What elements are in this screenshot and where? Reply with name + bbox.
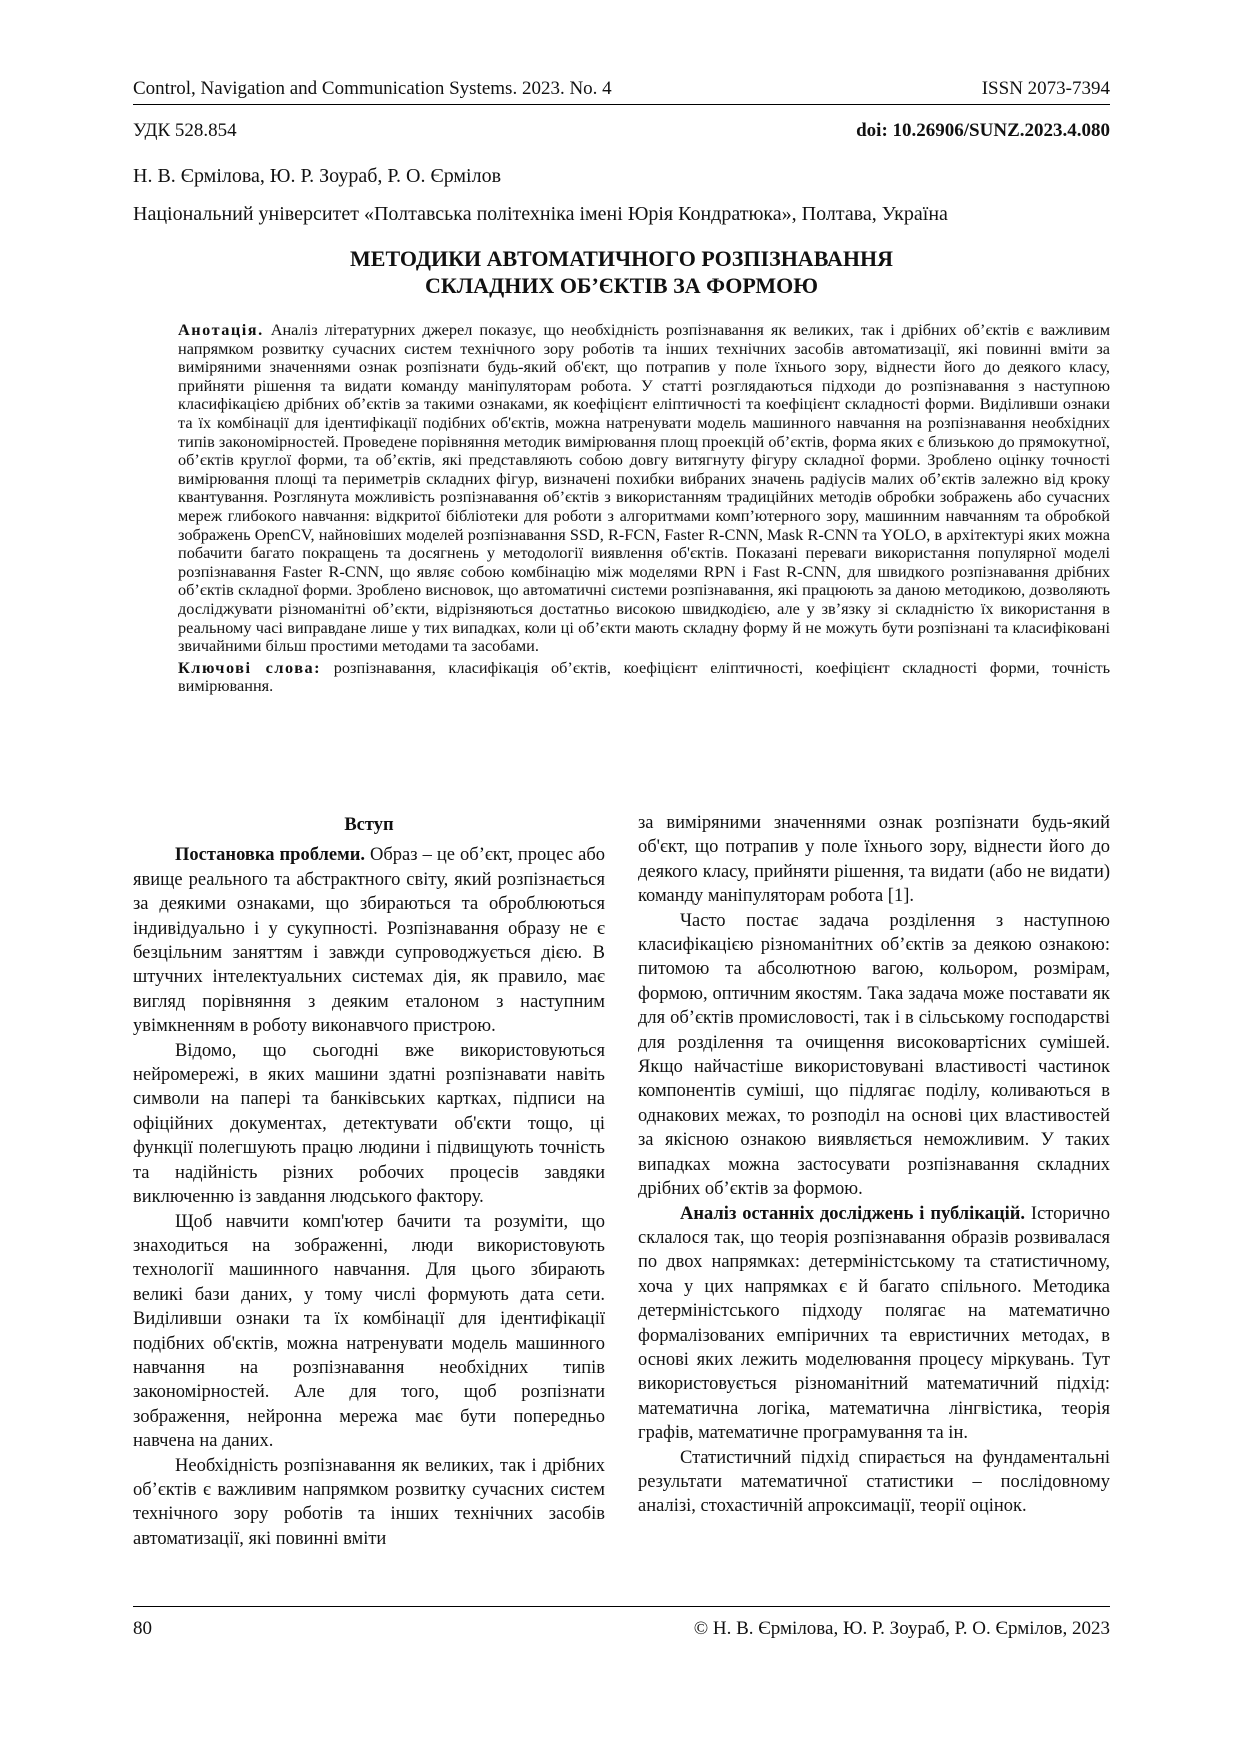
paragraph: Необхідність розпізнавання як великих, так і дрібних об’єктів є важливим напрямком розвитку сучасних систем технічного зору роботів та інших технічних засобів автоматизації, які повинні вміти [133, 1455, 605, 1549]
issn: ISSN 2073-7394 [981, 78, 1110, 99]
left-column [133, 813, 605, 1551]
paragraph [133, 843, 605, 1038]
keywords-label: Ключові слова: [178, 657, 322, 677]
udk-code: УДК 528.854 [133, 120, 237, 141]
paragraph [638, 1202, 1110, 1446]
keywords-text: розпізнавання, класифікація об’єктів, коефіцієнт еліптичності, коефіцієнт складності форми, точність вимірювання. [178, 657, 1110, 696]
paragraph: Щоб навчити комп'ютер бачити та розуміти, що знаходиться на зображенні, люди використовують технології машинного навчання. Для цього збирають великі бази даних, у тому числі формують дата сети. Виділивши ознаки та їх комбінації для ідентифікації подібних об'єктів, можна натренувати модель машинного навчання на розпізнавання необхідних типів закономірностей. Але для того, щоб розпізнати зображення, нейронна мережа має бути попередньо навчена на даних. [133, 1211, 605, 1452]
abstract-label: Анотація. [178, 320, 264, 339]
authors: Н. В. Єрмілова, Ю. Р. Зоураб, Р. О. Єрмілов [133, 165, 502, 187]
paragraph-text: Історично склалося так, що теорія розпізнавання образів розвивалася по двох напрямках: детерміністському та статистичному, хоча у цих напрямках є й багато спільного. Методика детерміністського підходу полягає на математично формалізованих емпіричних та евристичних методах, в основі яких лежить моделювання процесу міркувань. Тут використовується різноманітний математичний підхід: математична логіка, математична лінгвістика, теорія графів, математичне програмування та ін. [638, 1203, 1110, 1444]
footer-rule [133, 1606, 1110, 1607]
keywords [178, 659, 1110, 696]
page-footer [133, 1618, 1110, 1640]
title-line-2: СКЛАДНИХ ОБ’ЄКТІВ ЗА ФОРМОЮ [424, 273, 819, 298]
paragraph: Відомо, що сьогодні вже використовуються нейромережі, в яких машини здатні розпізнавати навіть символи на папері та банківських картках, підписи на офіційних документах, детектувати об'єкти тощо, ці функції полегшують працю людини і підвищують точність та надійність різних робочих процесів завдяки виключенню із завдання людського фактору. [133, 1040, 605, 1208]
abstract [178, 321, 1110, 696]
paragraph: за виміряними значеннями ознак розпізнати будь-який об'єкт, що потрапив у поле їхнього зору, віднести його до деякого класу, прийняти рішення, та видати (або не видати) команду маніпуляторам робота [1]. [638, 813, 1110, 907]
paragraph-text: Образ – це об’єкт, процес або явище реального та абстрактного світу, який розпізнається за деякими ознаками, що збираються та оброблюються індивідуально і у сукупності. Розпізнавання образу не є безцільним заняттям і завжди супроводжується дією. В штучних інтелектуальних системах дія, як правило, має вигляд порівняння з деяким еталоном з наступним увімкненням в роботу виконавчого пристрою. [133, 845, 605, 1037]
title-line-1: МЕТОДИКИ АВТОМАТИЧНОГО РОЗПІЗНАВАННЯ [350, 246, 893, 271]
article-meta [133, 120, 1110, 142]
affiliation: Національний університет «Полтавська політехніка імені Юрія Кондратюка», Полтава, Україна [133, 203, 948, 225]
right-column [638, 811, 1110, 1519]
paragraph: Часто постає задача розділення з наступною класифікацією різноманітних об’єктів за деякою ознакою: питомою та абсолютною вагою, кольором, розмірам, формою, оптичним якостям. Така задача може поставати як для об’єктів промисловості, так і в сільському господарстві для розділення та очищення високовартісних сумішей. Якщо найчастіше використовувані властивості частинок компонентів суміші, що підлягає поділу, коливаються в однакових межах, то розподіл на основі цих властивостей за якісною ознакою виявляється неможливим. У таких випадках можна застосувати розпізнавання складних дрібних об’єктів за формою. [638, 910, 1110, 1200]
article-title [133, 245, 1110, 299]
doi: doi: 10.26906/SUNZ.2023.4.080 [856, 120, 1110, 141]
abstract-text: Аналіз літературних джерел показує, що необхідність розпізнавання як великих, так і дрібних об’єктів є важливим напрямком розвитку сучасних систем технічного зору роботів та інших технічних засобів автоматизації, які повинні вміти за виміряними значеннями ознак розпізнати будь-який об'єкт, що потрапив у поле їхнього зору, віднести його до деякого класу, прийняти рішення та видати команду маніпуляторам робота. У статті розглядаються підходи до розпізнавання з наступною класифікацією дрібних об’єктів за такими ознаками, як коефіцієнт еліптичності та коефіцієнт складності форми. Виділивши ознаки та їх комбінації для ідентифікації подібних об'єктів, можна натренувати модель машинного навчання на розпізнавання необхідних типів закономірностей. Проведене порівняння методик вимірювання площ проекцій об’єктів, форма яких є близькою до прямокутної, об’єктів круглої форми, та об’єктів, які представляють собою довгу витягнуту фігуру складної форми. Зроблено оцінку точності вимірювання площі та периметрів складних фігур, визначені похибки вибраних значень радіусів малих об’єктів залежно від кроку квантування. Розглянута можливість розпізнавання об’єктів з використанням традиційних методів обробки зображень або сучасних мереж глибокого навчання: відкритої бібліотеки для роботи з алгоритмами комп’ютерного зору, машинним навчанням та обробкой зображень OpenCV, найновіших моделей розпізнавання SSD, R-FCN, Faster R-CNN, Mask R-CNN та YOLO, в архітектурі яких можна побачити багато покращень та досягнень у методології виявлення об'єктів. Показані переваги використання популярної моделі розпізнавання Faster R-CNN, що являє собою комбінацію між моделями RPN і Fast R-CNN, для швидкого розпізнавання дрібних об’єктів складної форми. Зроблено висновок, що автоматичні системи розпізнавання, які працюють за даною методикою, дозволяють досліджувати різноманітні об’єкти, відрізняються достатньо високою швидкодією, але у зв’язку зі складністю їх використання в реальному часі виправдане лише у тих випадках, коли ці об’єкти мають складну форму й не можуть бути розпізнані та класифіковані звичайними більш простими методами та засобами. [178, 320, 1110, 656]
journal-name: Control, Navigation and Communication Systems. 2023. No. 4 [133, 78, 612, 99]
copyright: © Н. В. Єрмілова, Ю. Р. Зоураб, Р. О. Єрмілов, 2023 [693, 1618, 1110, 1639]
paragraph-lead: Аналіз останніх досліджень і публікацій. [680, 1203, 1026, 1224]
header-rule [133, 104, 1110, 105]
paragraph: Статистичний підхід спирається на фундаментальні результати математичної статистики – послідовному аналізі, стохастичній апроксимації, теорії оцінок. [638, 1447, 1110, 1517]
abstract-paragraph [178, 321, 1110, 656]
section-title: Вступ [344, 815, 394, 835]
running-header [133, 78, 1110, 100]
paragraph-lead: Постановка проблеми. [175, 845, 365, 866]
page-number: 80 [133, 1618, 152, 1639]
